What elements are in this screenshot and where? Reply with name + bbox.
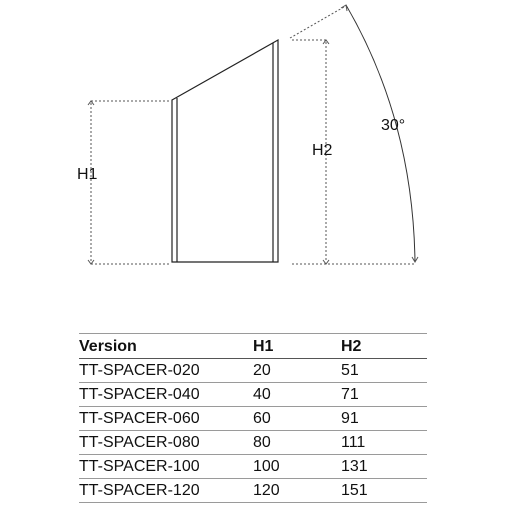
table-row xyxy=(79,359,427,383)
h1-cell: 100 xyxy=(253,455,341,479)
spacer-profile xyxy=(172,40,278,262)
h1-dimension xyxy=(88,101,170,264)
h1-cell: 20 xyxy=(253,359,341,383)
angle-label: 30° xyxy=(381,117,406,134)
column-header-h2: H2 xyxy=(341,334,427,359)
version-cell: TT-SPACER-040 xyxy=(79,383,253,407)
table-row xyxy=(79,479,427,503)
table-row xyxy=(79,455,427,479)
h1-label: H1 xyxy=(77,166,98,183)
spacer-spec-table xyxy=(79,333,427,503)
table-header-row xyxy=(79,334,427,359)
column-header-h1: H1 xyxy=(253,334,341,359)
h2-cell: 51 xyxy=(341,359,427,383)
h1-cell: 60 xyxy=(253,407,341,431)
version-cell: TT-SPACER-100 xyxy=(79,455,253,479)
h1-cell: 40 xyxy=(253,383,341,407)
h1-cell: 120 xyxy=(253,479,341,503)
h2-cell: 71 xyxy=(341,383,427,407)
h2-cell: 91 xyxy=(341,407,427,431)
version-cell: TT-SPACER-120 xyxy=(79,479,253,503)
h2-dimension xyxy=(292,40,416,264)
h2-cell: 111 xyxy=(341,431,427,455)
version-cell: TT-SPACER-020 xyxy=(79,359,253,383)
version-cell: TT-SPACER-080 xyxy=(79,431,253,455)
h2-cell: 151 xyxy=(341,479,427,503)
column-header-version: Version xyxy=(79,334,253,359)
h2-cell: 131 xyxy=(341,455,427,479)
h1-cell: 80 xyxy=(253,431,341,455)
table-row xyxy=(79,431,427,455)
version-cell: TT-SPACER-060 xyxy=(79,407,253,431)
h2-label: H2 xyxy=(312,142,333,159)
table-row xyxy=(79,407,427,431)
table-row xyxy=(79,383,427,407)
